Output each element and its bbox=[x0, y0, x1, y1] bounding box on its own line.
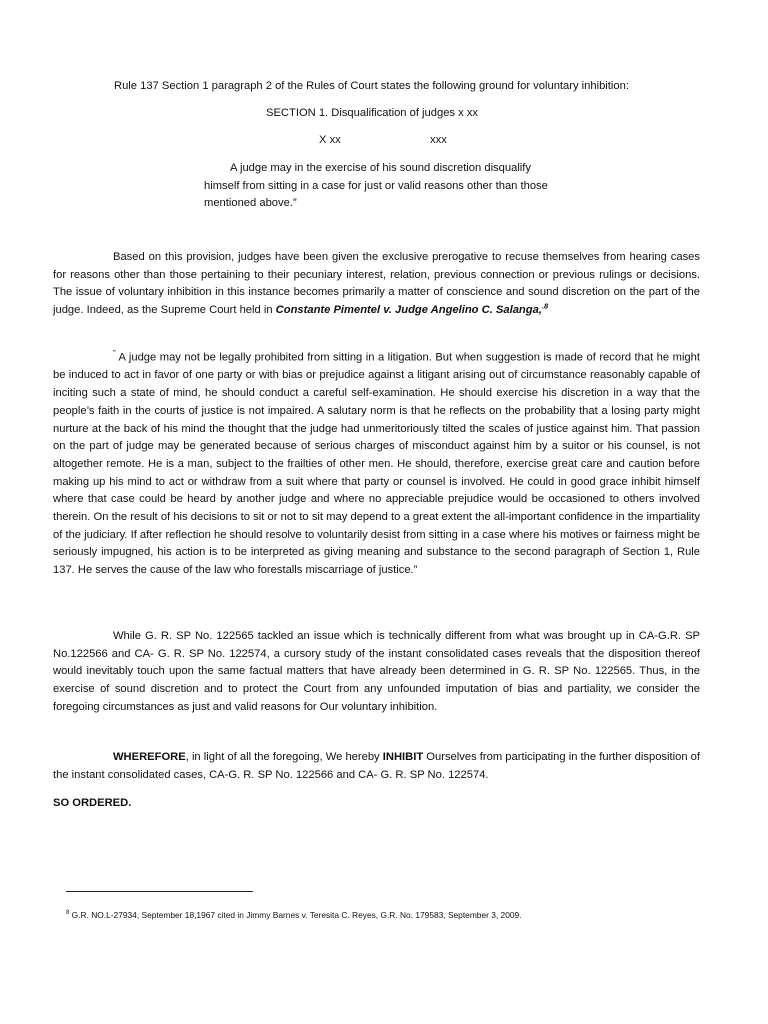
so-ordered: SO ORDERED. bbox=[53, 797, 132, 809]
omission-mark-right: xxx bbox=[430, 134, 447, 146]
quote-line: A judge may in the exercise of his sound discretion disqualify bbox=[230, 162, 531, 174]
paragraph-text: While G. R. SP No. 122565 tackled an issue which is technically different from what was brought up in CA-G.R. SP No.122566 and CA- G. R. SP No. 122574, a cursory study of the instant consolidated cases reveals that the disposition thereof would inevitably touch upon the same factual matters that have already been determined in G. R. SP No. 122565. Thus, in the exercise of sound discretion and to protect the Court from any unfounded imputation of bias and partiality, we consider the foregoing circumstances as just and valid reasons for Our voluntary inhibition. bbox=[53, 630, 700, 713]
omission-mark-left: X xx bbox=[319, 134, 341, 146]
case-citation: Constante Pimentel v. Judge Angelino C. Salanga, bbox=[275, 304, 542, 317]
footnote bbox=[66, 907, 522, 921]
footnote-marker: 8 bbox=[66, 910, 70, 916]
footnote-text: G.R. NO.L-27934, September 18,1967 cited in Jimmy Barnes v. Teresita C. Reyes, G.R. No. 179583, September 3, 2009. bbox=[69, 909, 522, 920]
paragraph-text: Based on this provision, judges have been given the exclusive prerogative to recuse themselves from hearing cases for reasons other than those pertaining to their pecuniary interest, relation, previous connection or previous rulings or decisions. The issue of voluntary inhibition in this instance becomes primarily a matter of conscience and sound discretion on the part of the judge. Indeed, as the Supreme Court held in bbox=[53, 251, 700, 317]
intro-line: Rule 137 Section 1 paragraph 2 of the Rules of Court states the following ground for voluntary inhibition: bbox=[114, 80, 629, 92]
quoted-rule bbox=[204, 160, 624, 213]
inhibit-label: INHIBIT bbox=[382, 751, 424, 763]
paragraph-text: A judge may not be legally prohibited from sitting in a litigation. But when suggestion is made of record that he might be induced to act in favor of one party or with bias or prejudice against a litigant arising out of circumstance reasonably capable of inciting such a state of mind, he should conduct a careful self-examination. He should exercise his discretion in a way that the people’s faith in the courts of justice is not impaired. A salutary norm is that he reflects on the probability that a losing party might nurture at the back of his mind the thought that the judge had unmeritoriously tilted the scales of justice against him. That passion on the part of judge may be generated because of serious charges of misconduct against him by a suitor or his counsel, is not altogether remote. He is a man, subject to the frailties of other men. He should, therefore, exercise great care and caution before making up his mind to act or withdraw from a suit where that party or counsel is involved. He could in good grace inhibit himself where that case could be heard by another judge and where no appreciable prejudice would be occasioned to others involved therein. On the result of his decisions to sit or not to sit may depend to a great extent the all-important confidence in the impartiality of the judiciary. If after reflection he should resolve to voluntarily desist from sitting in a case where his motives or fairness might be seriously impugned, his action is to be interpreted as giving meaning and substance to the second paragraph of Section 1, Rule 137. He serves the cause of the law who forestalls miscarriage of justice.” bbox=[53, 351, 700, 577]
footnote-reference: .8 bbox=[541, 301, 549, 311]
quote-line: himself from sitting in a case for just or valid reasons other than those bbox=[204, 179, 548, 192]
section-heading: SECTION 1. Disqualification of judges x xx bbox=[266, 107, 479, 119]
paragraph-analysis bbox=[53, 628, 700, 717]
wherefore-label: WHEREFORE bbox=[113, 751, 186, 763]
paragraph-wherefore bbox=[53, 749, 700, 784]
paragraph-quotation bbox=[53, 345, 700, 580]
paragraph-provision bbox=[53, 249, 700, 320]
paragraph-text: Ourselves from participating in the further disposition of the instant consolidated cases, CA-G. R. SP No. 122566 and CA- G. R. SP No. 122574. bbox=[53, 751, 701, 781]
quote-line: mentioned above.” bbox=[204, 197, 297, 209]
paragraph-text: , in light of all the foregoing, We hereby bbox=[185, 751, 383, 763]
open-quote-mark: ” bbox=[113, 349, 116, 358]
footnote-divider bbox=[66, 891, 253, 892]
